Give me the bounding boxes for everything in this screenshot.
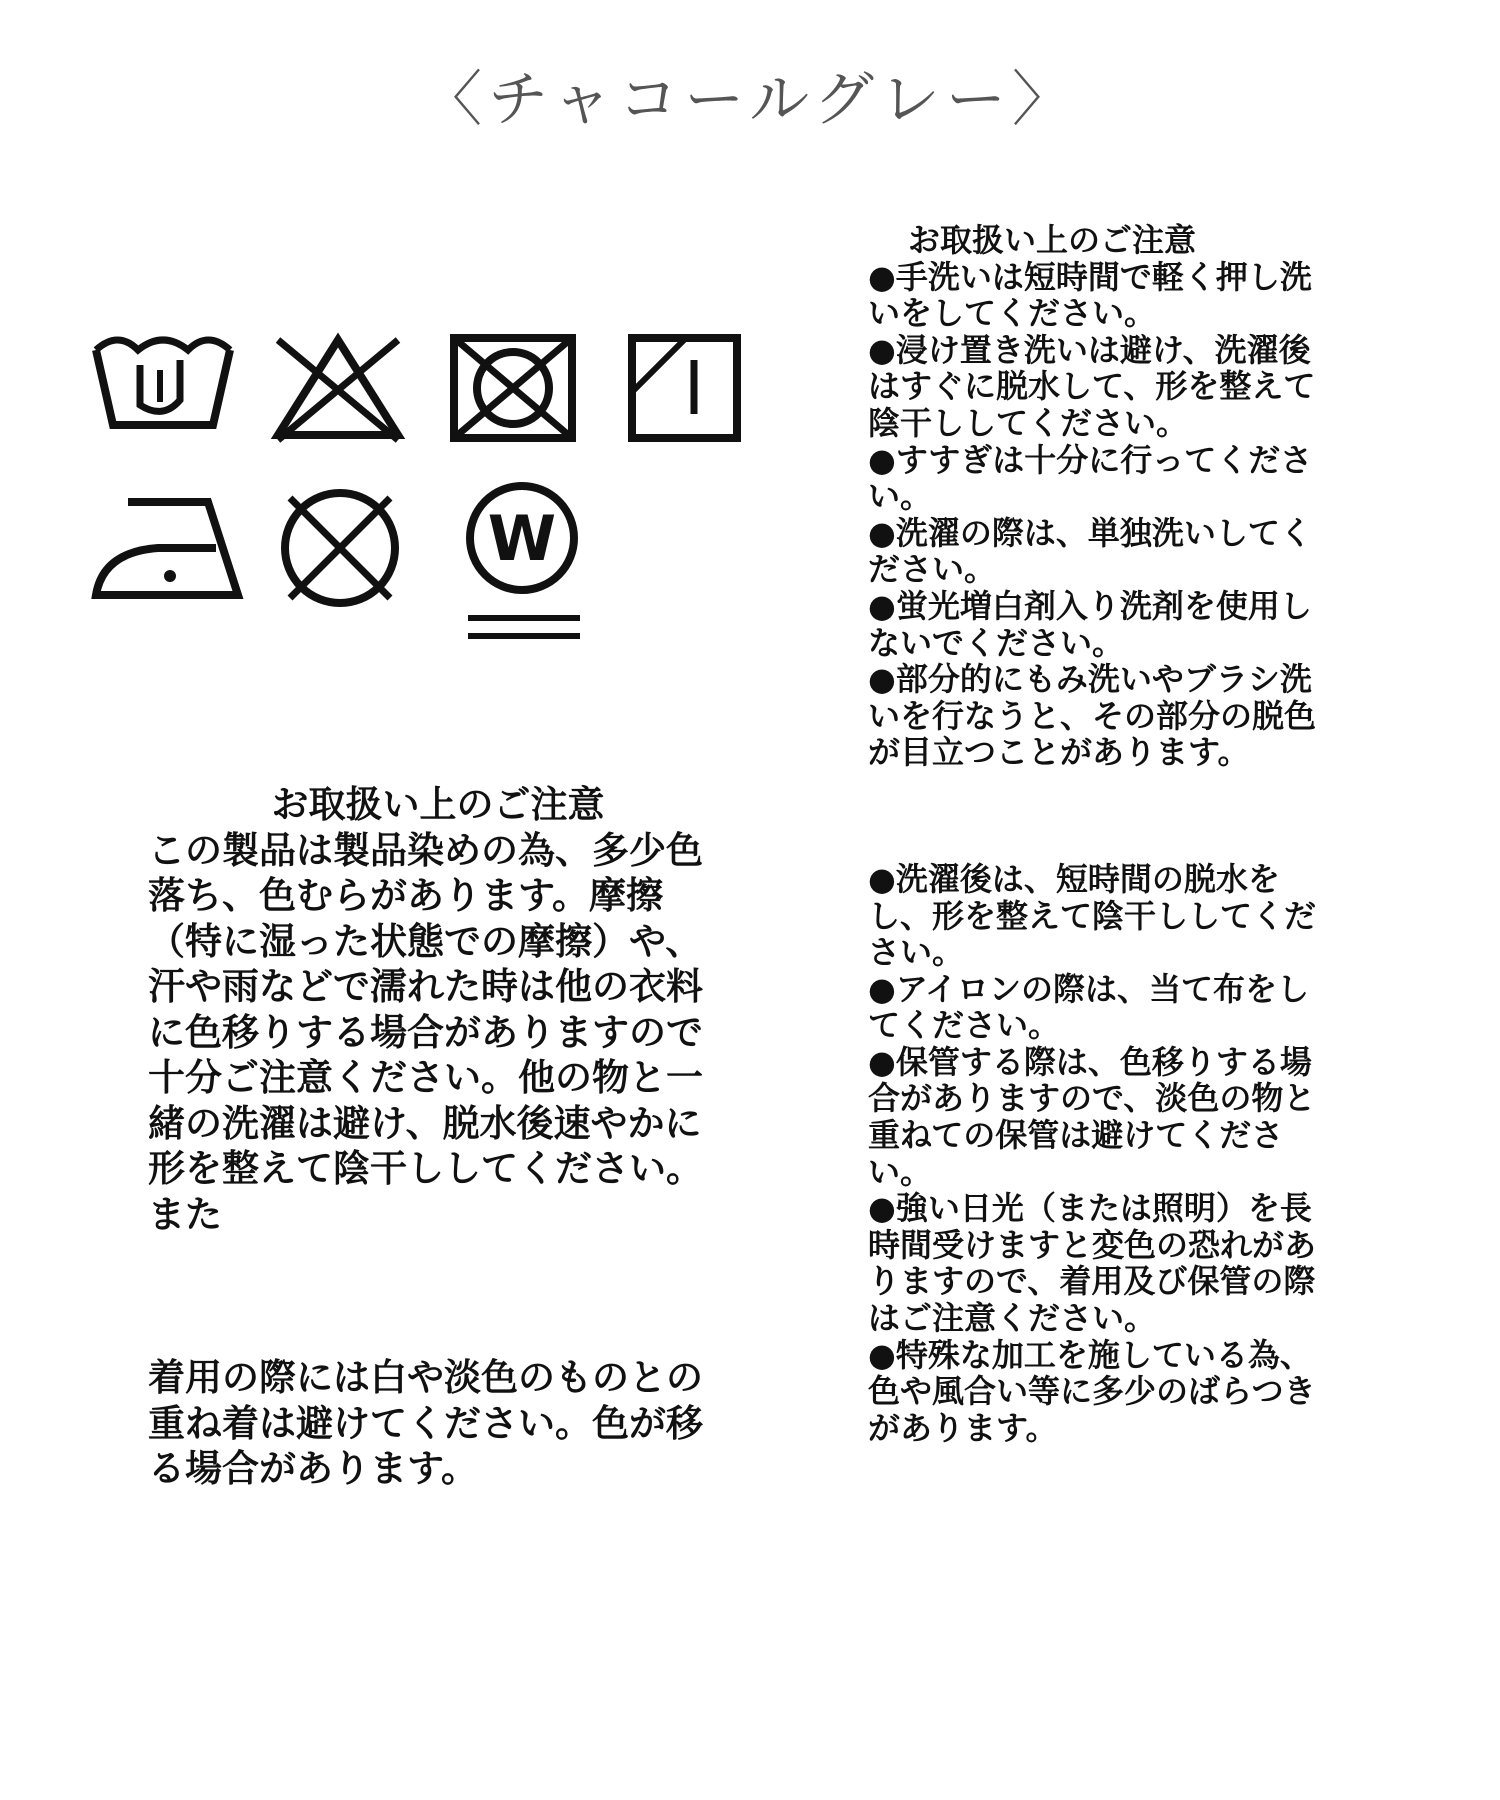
right-care-notice: [868, 222, 1338, 1446]
right-item: ●特殊な加工を施している為、色や風合い等に多少のばらつきがあります。: [868, 1335, 1316, 1447]
hand-wash-icon: [88, 330, 238, 450]
no-tumble-dry-icon: [446, 332, 581, 447]
right-item: ●強い日光（または照明）を長時間受けますと変色の恐れがありますので、着用及び保管の際はご注意ください。: [868, 1189, 1317, 1338]
page-title: 〈チャコールグレー〉: [422, 65, 1078, 135]
left-note: 着用の際には白や淡色のものとの重ね着は避けてください。色が移る場合があります。: [148, 1356, 703, 1490]
care-symbols: [88, 280, 788, 700]
right-heading: お取扱い上のご注意: [908, 221, 1197, 259]
left-care-notice: [148, 782, 728, 1492]
wet-clean-gentle-icon: [460, 478, 590, 653]
right-item: ●保管する際は、色移りする場合がありますので、淡色の物と重ねての保管は避けてください。: [868, 1042, 1316, 1191]
drip-dry-shade-icon: [626, 332, 746, 447]
no-bleach-icon: [268, 330, 408, 450]
right-item: ●手洗いは短時間で軽く押し洗いをしてください。: [868, 257, 1312, 333]
right-item: ●すすぎは十分に行ってください。: [868, 440, 1313, 516]
right-item: ●浸け置き洗いは避け、洗濯後はすぐに脱水して、形を整えて陰干ししてください。: [868, 330, 1316, 442]
iron-low-icon: [88, 490, 248, 610]
right-item: ●蛍光増白剤入り洗剤を使用しないでください。: [868, 586, 1312, 662]
left-heading: お取扱い上のご注意: [271, 783, 605, 826]
left-body: この製品は製品染めの為、多少色落ち、色むらがあります。摩擦（特に湿った状態での摩擦）や、汗や雨などで濡れた時は他の衣料に色移りする場合がありますので十分ご注意ください。他の物と一緒の洗濯は避け、脱水後速やかに形を整えて陰干ししてください。また: [148, 828, 703, 1236]
right-item: ●洗濯後は、短時間の脱水をし、形を整えて陰干ししてください。: [868, 859, 1317, 972]
right-item: ●アイロンの際は、当て布をしてください。: [868, 969, 1310, 1045]
right-item: ●部分的にもみ洗いやブラシ洗いを行なうと、その部分の脱色が目立つことがあります。: [868, 660, 1317, 772]
no-dry-clean-icon: [270, 478, 410, 618]
right-item: ●洗濯の際は、単独洗いしてください。: [868, 513, 1312, 589]
svg-text:W: W: [487, 502, 557, 575]
